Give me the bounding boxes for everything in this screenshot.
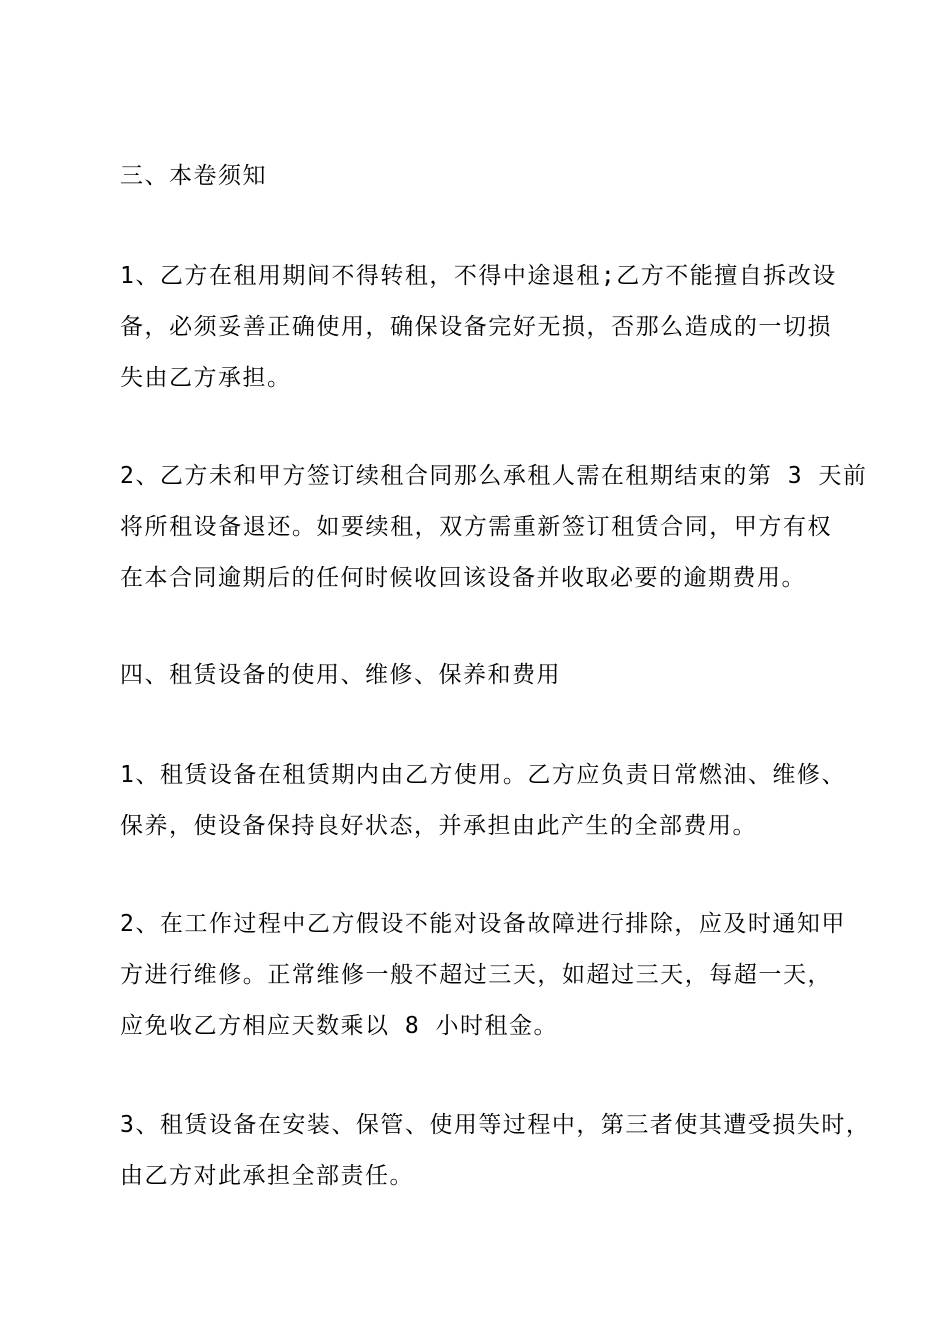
- paragraph-line: 将所租设备退还。如要续租，双方需重新签订租赁合同，甲方有权: [120, 514, 832, 540]
- section-heading-notice: 三、本卷须知: [120, 163, 267, 189]
- paragraph-line: 1、租赁设备在租赁期内由乙方使用。乙方应负责日常燃油、维修、: [120, 762, 846, 788]
- paragraph-line: 保养，使设备保持良好状态，并承担由此产生的全部费用。: [120, 813, 757, 839]
- paragraph-line: 方进行维修。正常维修一般不超过三天，如超过三天，每超一天，: [120, 962, 832, 988]
- paragraph-line: 备，必须妥善正确使用，确保设备完好无损，否那么造成的一切损: [120, 314, 832, 340]
- paragraph-line: 失由乙方承担。: [120, 365, 292, 391]
- paragraph-line: 2、在工作过程中乙方假设不能对设备故障进行排除，应及时通知甲: [120, 911, 846, 937]
- paragraph-line: 3、租赁设备在安装、保管、使用等过程中，第三者使其遭受损失时，: [120, 1112, 871, 1138]
- paragraph-line: 应免收乙方相应天数乘以 8 小时租金。: [120, 1013, 559, 1039]
- section-heading-usage: 四、租赁设备的使用、维修、保养和费用: [120, 662, 561, 688]
- paragraph-line: 1、乙方在租用期间不得转租，不得中途退租;乙方不能擅自拆改设: [120, 263, 837, 289]
- paragraph-line: 由乙方对此承担全部责任。: [120, 1163, 414, 1189]
- paragraph-line: 2、乙方未和甲方签订续租合同那么承租人需在租期结束的第 3 天前: [120, 463, 868, 489]
- paragraph-line: 在本合同逾期后的任何时候收回该设备并收取必要的逾期费用。: [120, 565, 806, 591]
